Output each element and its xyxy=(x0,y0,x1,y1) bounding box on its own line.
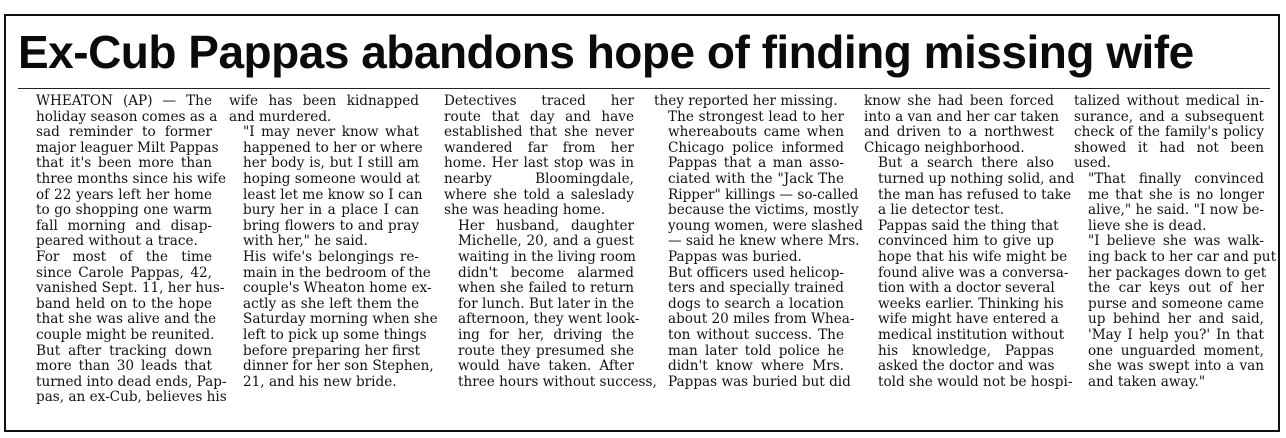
column-5 xyxy=(864,93,1075,424)
text-line: ters and specially trained xyxy=(668,280,844,297)
paragraph xyxy=(1074,94,1264,172)
text-line: one unguarded moment, xyxy=(1088,342,1264,359)
paragraph xyxy=(864,93,1059,156)
text-line: to go shopping one warm xyxy=(36,202,212,219)
text-line: found alive was a conversa- xyxy=(878,264,1069,281)
text-line: major leaguer Milt Pappas xyxy=(36,139,219,156)
text-line: turned up nothing solid, and xyxy=(878,170,1075,187)
paragraph xyxy=(229,124,423,250)
text-line: dinner for her son Stephen, xyxy=(243,358,434,375)
text-line: more than 30 leads that xyxy=(36,358,212,375)
paragraph xyxy=(444,94,634,219)
text-line: since Carole Pappas, 42, xyxy=(36,264,212,281)
text-line: because the victims, mostly xyxy=(668,202,859,219)
text-line: weeks earlier. Thinking his xyxy=(878,295,1064,312)
text-line: the car keys out of her xyxy=(1088,280,1264,297)
text-line: waiting in the living room xyxy=(458,248,636,265)
text-line: medical institution without xyxy=(878,326,1065,343)
text-line: me that she is no longer xyxy=(1088,186,1264,203)
text-line: couple's Wheaton home ex- xyxy=(243,280,432,297)
text-line: "I may never know what xyxy=(243,124,419,141)
text-line: Chicago police informed xyxy=(668,139,844,156)
text-line: of 22 years left her home xyxy=(36,186,212,203)
text-line: used. xyxy=(1074,155,1111,172)
text-line: Pappas said the thing that xyxy=(878,217,1059,234)
text-line: for lunch. But later in the xyxy=(458,295,634,312)
text-line: wife has been kidnapped xyxy=(229,93,419,109)
text-line: didn't know where Mrs. xyxy=(668,358,844,375)
text-line: Chicago neighborhood. xyxy=(864,139,1025,156)
text-line: showed it had not been xyxy=(1074,139,1264,156)
text-line: But a search there also xyxy=(878,155,1054,172)
paragraph xyxy=(654,108,863,266)
text-line: bury her in a place I can xyxy=(243,202,419,219)
text-line: "That finally convinced xyxy=(1088,170,1264,187)
text-line: But officers used helicop- xyxy=(668,264,844,281)
text-line: when she failed to return xyxy=(458,280,634,297)
text-line: least let me know so I can xyxy=(243,186,423,203)
text-line: a lie detector test. xyxy=(878,202,1005,219)
text-line: Detectives traced her xyxy=(444,93,634,109)
headline-rule xyxy=(18,88,1270,89)
text-line: before preparing her first xyxy=(243,342,421,359)
article-body xyxy=(22,93,1277,424)
text-line: Michelle, 20, and a guest xyxy=(458,233,634,250)
text-line: convinced him to give up xyxy=(878,233,1054,250)
column-4 xyxy=(654,93,863,424)
text-line: vanished Sept. 11, her hus- xyxy=(36,280,225,297)
text-line: happened to her or where xyxy=(243,139,423,156)
text-line: bring flowers to and pray xyxy=(243,217,419,234)
column-6 xyxy=(1074,93,1277,424)
text-line: ing for her, driving the xyxy=(458,326,634,343)
text-line: Her husband, daughter xyxy=(458,217,634,234)
text-line: route that day and have xyxy=(444,108,634,125)
text-line: WHEATON (AP) — The xyxy=(36,93,212,109)
paragraph xyxy=(1074,233,1277,390)
text-line: peared without a trace. xyxy=(36,233,198,250)
text-line: three hours without success, xyxy=(458,373,657,390)
text-line: would have taken. After xyxy=(458,358,634,375)
text-line: she was swept into a van xyxy=(1088,358,1264,375)
text-line: wandered far from her xyxy=(444,139,634,156)
text-line: that it's been more than xyxy=(36,155,212,172)
text-line: 21, and his new bride. xyxy=(243,373,397,390)
text-line: man later told police he xyxy=(668,342,844,359)
text-line: asked the doctor and was xyxy=(878,358,1055,375)
paragraph xyxy=(654,264,855,391)
text-line: his knowledge, Pappas xyxy=(878,342,1054,359)
text-line: home. Her last stop was in xyxy=(444,155,634,172)
text-line: Pappas was buried but did xyxy=(668,373,851,390)
text-line: that she was alive and the xyxy=(36,311,217,328)
paragraph xyxy=(654,94,844,110)
text-line: three months since his wife xyxy=(36,170,226,187)
text-line: couple might be reunited. xyxy=(36,326,215,343)
text-line: whereabouts came when xyxy=(668,124,844,141)
text-line: told she would not be hospi- xyxy=(878,373,1073,390)
paragraph xyxy=(1074,172,1264,234)
text-line: wife might have entered a xyxy=(878,311,1059,328)
text-line: turned into dead ends, Pap- xyxy=(36,373,227,390)
text-line: she was heading home. xyxy=(444,202,606,219)
paragraph xyxy=(864,155,1075,219)
text-line: ciated with the "Jack The xyxy=(668,170,844,187)
text-line: didn't become alarmed xyxy=(458,264,634,281)
text-line: Saturday morning when she xyxy=(243,311,438,328)
text-line: main in the bedroom of the xyxy=(243,264,431,281)
text-line: alive," he said. "I now be- xyxy=(1088,202,1264,219)
text-line: hoping someone would at xyxy=(243,170,420,187)
paragraph xyxy=(864,217,1073,391)
text-line: about 20 miles from Whea- xyxy=(668,311,855,328)
text-line: holiday season comes as a xyxy=(36,108,218,125)
text-line: pas, an ex-Cub, believes his xyxy=(36,389,227,406)
text-line: know she had been forced xyxy=(864,93,1054,109)
text-line: her body is, but I still am xyxy=(243,155,419,172)
column-2 xyxy=(229,93,438,424)
text-line: sad reminder to former xyxy=(36,124,212,141)
text-line: young women, were slashed xyxy=(668,217,863,234)
text-line: and taken away." xyxy=(1088,373,1206,390)
text-line: ton without success. The xyxy=(668,326,844,343)
text-line: fall morning and disap- xyxy=(36,217,212,234)
paragraph xyxy=(229,248,438,390)
text-line: purse and someone came xyxy=(1088,295,1264,312)
text-line: hope that his wife might be xyxy=(878,248,1068,265)
text-line: talized without medical in- xyxy=(1074,93,1264,109)
text-line: with her," he said. xyxy=(243,233,368,250)
text-line: Ripper" killings — so-called xyxy=(668,186,859,203)
headline: Ex-Cub Pappas abandons hope of finding missing wife xyxy=(18,26,1194,78)
text-line: into a van and her car taken xyxy=(864,108,1059,125)
text-line: Pappas that a man asso- xyxy=(668,155,844,172)
text-line: Pappas was buried. xyxy=(668,248,802,265)
paragraph xyxy=(444,217,657,391)
text-line: check of the family's policy xyxy=(1074,124,1264,141)
text-line: surance, and a subsequent xyxy=(1074,108,1264,125)
paragraph xyxy=(229,94,419,125)
text-line: — said he knew where Mrs. xyxy=(668,233,860,250)
text-line: up behind her and said, xyxy=(1088,311,1264,328)
text-line: For most of the time xyxy=(36,248,212,265)
text-line: But after tracking down xyxy=(36,342,212,359)
text-line: "I believe she was walk- xyxy=(1088,233,1264,250)
text-line: 'May I help you?' In that xyxy=(1088,326,1264,343)
paragraph xyxy=(22,248,227,406)
text-line: her packages down to get xyxy=(1088,264,1267,281)
text-line: nearby Bloomingdale, xyxy=(444,170,634,187)
text-line: The strongest lead to her xyxy=(668,108,844,125)
text-line: left to pick up some things xyxy=(243,326,427,343)
column-3 xyxy=(444,93,657,424)
text-line: route they presumed she xyxy=(458,342,634,359)
text-line: where she told a saleslady xyxy=(444,186,634,203)
text-line: they reported her missing. xyxy=(654,93,838,109)
text-line: and murdered. xyxy=(229,108,332,125)
text-line: band held on to the hope xyxy=(36,295,212,312)
text-line: dogs to search a location xyxy=(668,295,844,312)
text-line: and driven to a northwest xyxy=(864,124,1054,141)
column-1 xyxy=(22,93,227,424)
text-line: lieve she is dead. xyxy=(1088,217,1207,234)
text-line: His wife's belongings re- xyxy=(243,248,419,265)
text-line: afternoon, they went look- xyxy=(458,311,640,328)
text-line: tion with a doctor several xyxy=(878,280,1055,297)
paragraph xyxy=(22,93,226,250)
text-line: ing back to her car and put xyxy=(1088,248,1277,265)
text-line: established that she never xyxy=(444,124,634,141)
text-line: actly as she left them the xyxy=(243,295,419,312)
text-line: the man has refused to take xyxy=(878,186,1072,203)
